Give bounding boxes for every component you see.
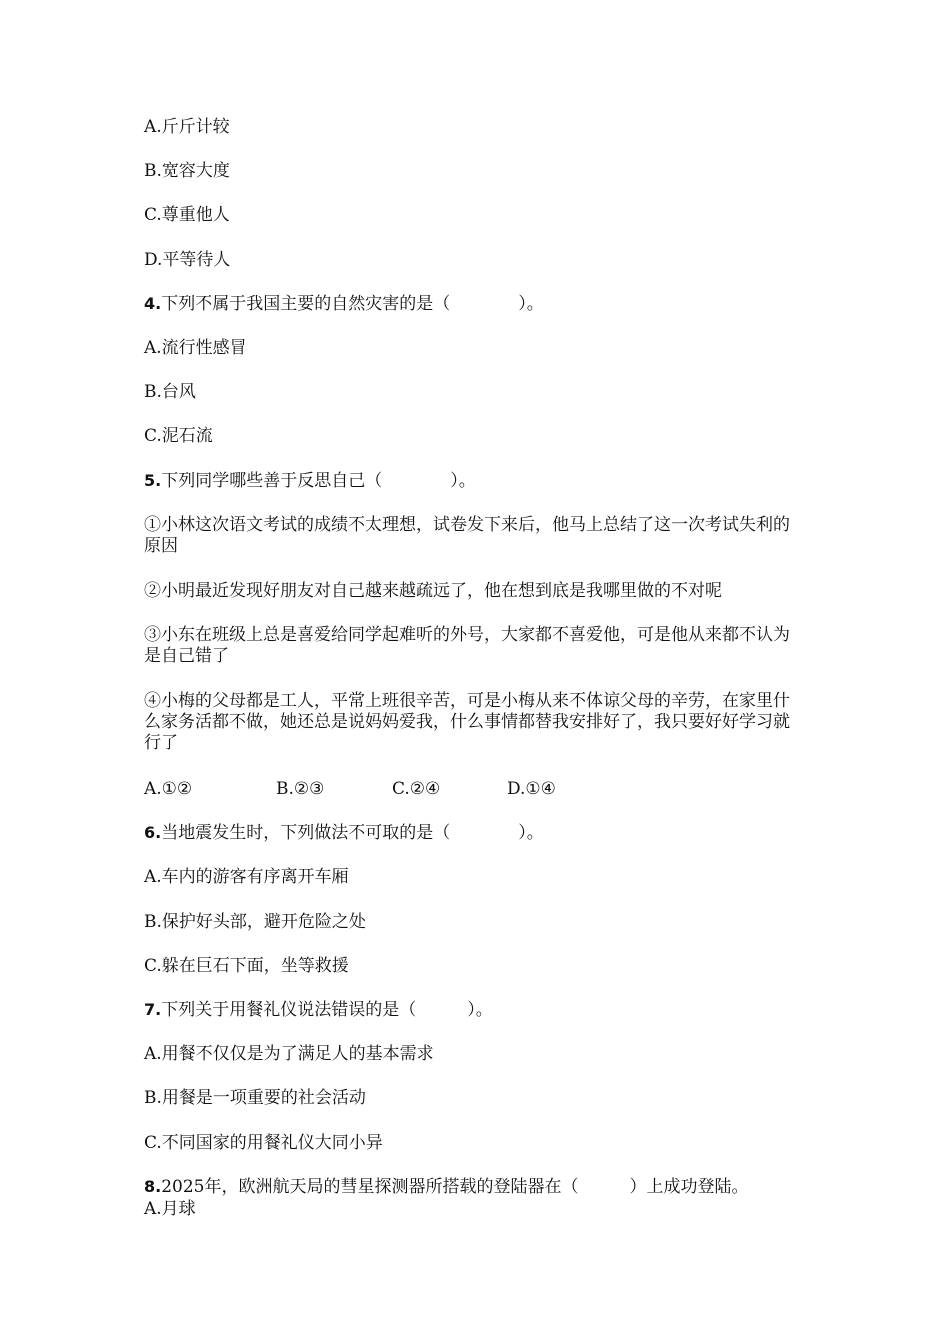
- question-6-text: 当地震发生时，下列做法不可取的是（ ）。: [161, 823, 544, 843]
- q3-option-b: B.宽容大度: [144, 161, 230, 181]
- q4-option-b: B.台风: [144, 382, 196, 402]
- q7-option-a: A.用餐不仅仅是为了满足人的基本需求: [144, 1044, 434, 1064]
- q5-statement-3: ③小东在班级上总是喜爱给同学起难听的外号，大家都不喜爱他，可是他从来都不认为是自己错了: [144, 625, 790, 666]
- q4-option-a: A.流行性感冒: [144, 338, 247, 358]
- q3-option-a: A.斤斤计较: [144, 117, 230, 137]
- question-7-number: 7.: [144, 1000, 162, 1019]
- question-5: [144, 470, 476, 492]
- q3-option-c: C.尊重他人: [144, 205, 230, 225]
- q4-option-c: C.泥石流: [144, 426, 213, 446]
- q5-option-d: D.①④: [507, 779, 556, 799]
- q7-option-b: B.用餐是一项重要的社会活动: [144, 1088, 366, 1108]
- q5-option-a: A.①②: [144, 779, 193, 799]
- question-5-text: 下列同学哪些善于反思自己（ ）。: [161, 471, 476, 491]
- q5-statement-4: ④小梅的父母都是工人，平常上班很辛苦，可是小梅从来不体谅父母的辛劳，在家里什么家务活都不做，她还总是说妈妈爱我，什么事情都替我安排好了，我只要好好学习就行了: [144, 691, 790, 753]
- q5-statement-2: ②小明最近发现好朋友对自己越来越疏远了，他在想到底是我哪里做的不对呢: [144, 581, 722, 601]
- question-8-text: 2025年，欧洲航天局的彗星探测器所搭载的登陆器在（ ）上成功登陆。: [161, 1177, 749, 1197]
- question-5-number: 5.: [144, 471, 162, 490]
- question-4-number: 4.: [144, 294, 162, 313]
- q6-option-a: A.车内的游客有序离开车厢: [144, 867, 349, 887]
- question-4: [144, 293, 544, 315]
- question-7: [144, 999, 493, 1021]
- q7-option-c: C.不同国家的用餐礼仪大同小异: [144, 1133, 383, 1153]
- question-6-number: 6.: [144, 823, 162, 842]
- question-8-number: 8.: [144, 1177, 162, 1196]
- question-7-text: 下列关于用餐礼仪说法错误的是（ ）。: [161, 1000, 493, 1020]
- q5-option-b: B.②③: [276, 779, 325, 799]
- question-6: [144, 822, 544, 844]
- q6-option-b: B.保护好头部，避开危险之处: [144, 912, 366, 932]
- question-4-text: 下列不属于我国主要的自然灾害的是（ ）。: [161, 294, 544, 314]
- q6-option-c: C.躲在巨石下面，坐等救援: [144, 956, 349, 976]
- q8-option-a: A.月球: [144, 1199, 196, 1219]
- question-8: [144, 1176, 748, 1198]
- q5-statement-1: ①小林这次语文考试的成绩不太理想，试卷发下来后，他马上总结了这一次考试失利的原因: [144, 515, 790, 556]
- q5-option-c: C.②④: [392, 779, 441, 799]
- q3-option-d: D.平等待人: [144, 250, 231, 270]
